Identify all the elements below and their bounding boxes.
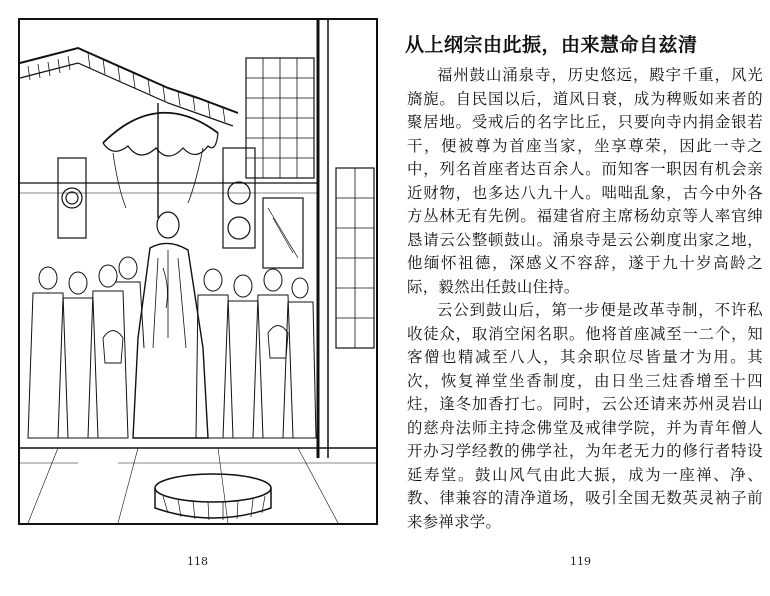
chapter-title: 从上纲宗由此振，由来慧命自兹清	[405, 34, 698, 56]
left-page-number: 118	[187, 555, 208, 568]
body-text	[407, 64, 763, 534]
paragraph-2: 云公到鼓山后，第一步便是改革寺制，不许私收徒众，取消空闲名职。他将首座减至一二个，知客僧也精减至八人，其余职位尽皆量才为用。其次，恢复禅堂坐香制度，由日坐三炷香增至十四炷，逢冬加香打七。同时，云公还请来苏州灵岩山的慈舟法师主持念佛堂及戒律学院，并为青年僧人开办习学经教的佛学社，为年老无力的修行者特设延寿堂。鼓山风气由此大振，成为一座禅、净、教、律兼容的清净道场，吸引全国无数英灵衲子前来参禅求学。	[407, 301, 763, 531]
right-page-number: 119	[570, 555, 591, 568]
temple-illustration	[18, 18, 378, 525]
paragraph-1: 福州鼓山涌泉寺，历史悠远，殿宇千重，风光旖旎。自民国以后，道风日衰，成为稗贩如来者的聚居地。受戒后的名字比丘，只要向寺内捐金银若干，便被尊为首座当家，坐享尊荣，因此一寺之中，列名首座者达百余人。而知客一职因有机会亲近财物，也多达八九十人。咄咄乱象，古今中外各方丛林无有先例。福建省府主席杨幼京等人率官绅恳请云公整顿鼓山。涌泉寺是云公剃度出家之地，他缅怀祖德，深感义不容辞，遂于九十岁高龄之际，毅然出任鼓山住持。	[407, 66, 763, 296]
